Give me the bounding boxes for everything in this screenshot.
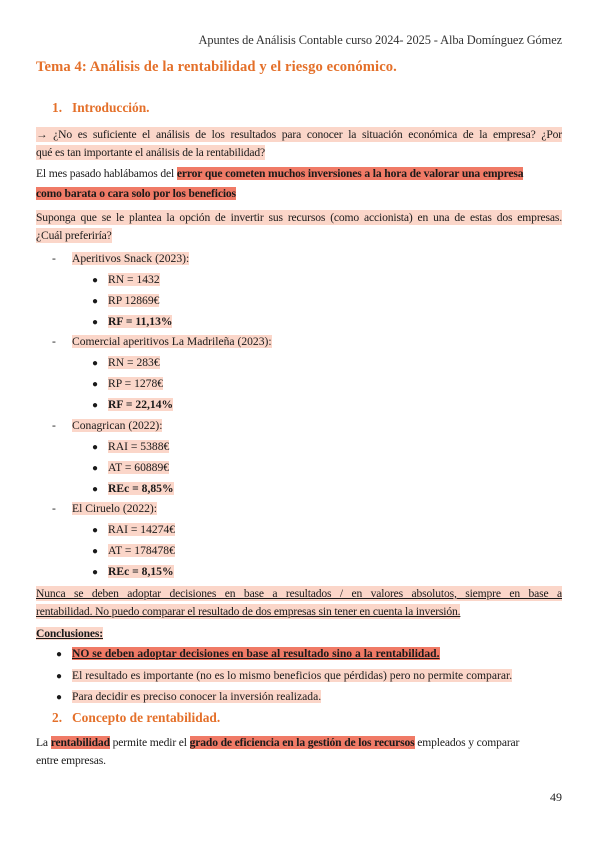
conclusion-item: ● El resultado es importante (no es lo mismo beneficios que pérdidas) pero no permite comparar. bbox=[56, 669, 513, 682]
metric-item: ● RF = 22,14% bbox=[92, 398, 174, 411]
concept-highlight-rentabilidad: rentabilidad bbox=[50, 736, 110, 749]
metric-item: ● RP = 1278€ bbox=[92, 377, 164, 390]
section-number: 2. bbox=[52, 710, 63, 725]
intro-question-line1: → ¿No es suficiente el análisis de los resultados para conocer la situación económica de la empresa? ¿Por bbox=[36, 128, 562, 141]
conclusion-paragraph-line1: Nunca se deben adoptar decisiones en base a resultados / en valores absolutos, siempre en base a bbox=[36, 587, 562, 600]
metric-item: ● REc = 8,85% bbox=[92, 482, 174, 495]
company-item: - Comercial aperitivos La Madrileña (2023): bbox=[52, 335, 272, 348]
section-heading-concepto bbox=[52, 710, 220, 726]
page-header: Apuntes de Análisis Contable curso 2024- 2025 - Alba Domínguez Gómez bbox=[198, 33, 562, 47]
intro-choice-line2: ¿Cuál preferiría? bbox=[36, 229, 112, 242]
page-number: 49 bbox=[550, 790, 562, 804]
concept-highlight-eficiencia: grado de eficiencia en la gestión de los recursos bbox=[189, 736, 415, 749]
intro-error-pre: El mes pasado hablábamos del bbox=[36, 167, 177, 180]
metric-item: ● RN = 283€ bbox=[92, 356, 160, 369]
company-name: El Ciruelo (2022): bbox=[72, 502, 158, 515]
conclusions-label: Conclusiones: bbox=[36, 627, 103, 640]
conclusion-item: ● Para decidir es preciso conocer la inversión realizada. bbox=[56, 690, 322, 703]
company-name: Comercial aperitivos La Madrileña (2023): bbox=[72, 335, 272, 348]
intro-error-highlight: error que cometen muchos inversiones a la hora de valorar una empresa bbox=[176, 167, 524, 180]
conclusions-label-line bbox=[36, 626, 103, 641]
intro-question-line2: qué es tan importante el análisis de la rentabilidad? bbox=[36, 146, 265, 159]
conclusion-paragraph-line2: rentabilidad. No puedo comparar el resultado de dos empresas sin tener en cuenta la inversión. bbox=[36, 605, 461, 618]
concept-line2: entre empresas. bbox=[36, 754, 106, 767]
company-name: Aperitivos Snack (2023): bbox=[72, 252, 190, 265]
section-title: Concepto de rentabilidad. bbox=[72, 710, 221, 725]
metric-item: ● AT = 178478€ bbox=[92, 544, 175, 557]
metric-item: ● RF = 11,13% bbox=[92, 315, 173, 328]
metric-item: ● REc = 8,15% bbox=[92, 565, 174, 578]
metric-item: ● RN = 1432 bbox=[92, 273, 160, 286]
intro-choice-line1: Suponga que se le plantea la opción de invertir sus recursos (como accionista) en una de estas dos empresas. bbox=[36, 211, 562, 224]
intro-error-line1 bbox=[36, 166, 523, 181]
company-name: Conagrican (2022): bbox=[72, 419, 163, 432]
concept-line1: La rentabilidad permite medir el grado de eficiencia en la gestión de los recursos empleados y comparar bbox=[36, 736, 520, 749]
company-item: - Aperitivos Snack (2023): bbox=[52, 252, 190, 265]
company-item: - Conagrican (2022): bbox=[52, 419, 163, 432]
intro-error-highlight-2: como barata o cara solo por los beneficios bbox=[36, 187, 236, 200]
metric-item: ● RAI = 14274€ bbox=[92, 523, 176, 536]
company-item: - El Ciruelo (2022): bbox=[52, 502, 158, 515]
metric-item: ● RAI = 5388€ bbox=[92, 440, 170, 453]
conclusion-item: ● NO se deben adoptar decisiones en base al resultado sino a la rentabilidad. bbox=[56, 647, 440, 660]
section-heading-introduccion bbox=[52, 100, 150, 116]
metric-item: ● RP 12869€ bbox=[92, 294, 160, 307]
section-number: 1. bbox=[52, 100, 63, 115]
intro-error-line2 bbox=[36, 186, 236, 201]
section-title: Introducción. bbox=[72, 100, 150, 115]
page-title: Tema 4: Análisis de la rentabilidad y el riesgo económico. bbox=[36, 59, 397, 75]
metric-item: ● AT = 60889€ bbox=[92, 461, 170, 474]
